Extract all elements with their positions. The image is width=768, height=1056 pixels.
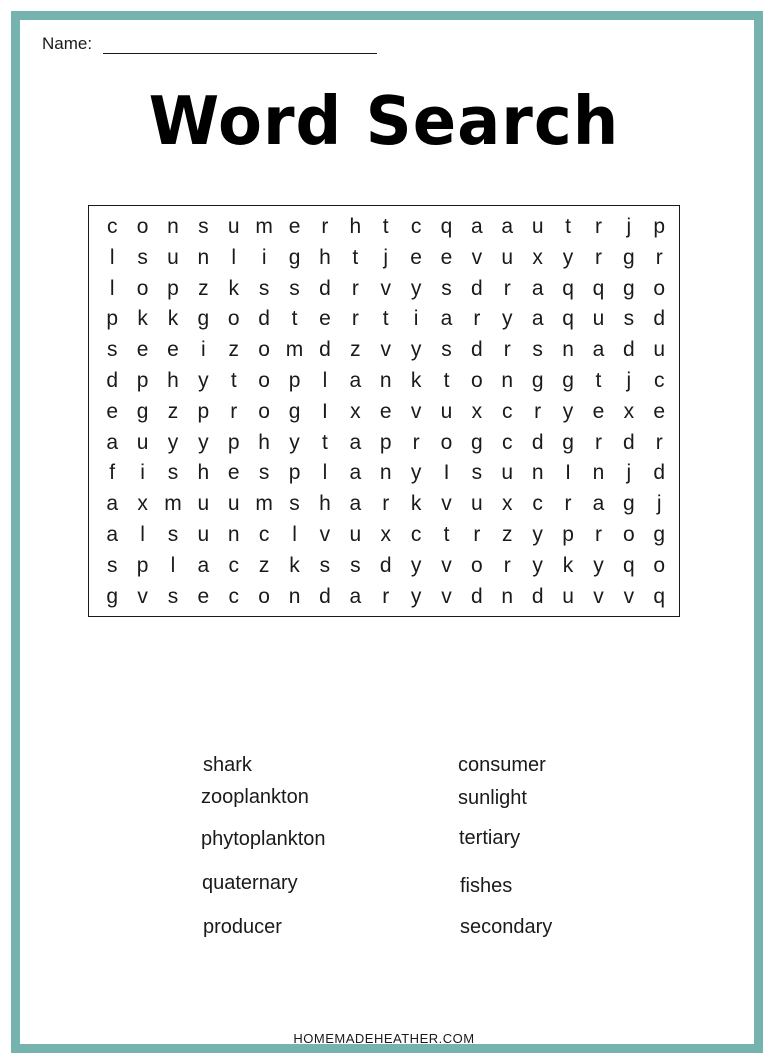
grid-letter: r <box>321 215 329 238</box>
grid-letter: k <box>289 553 300 577</box>
grid-letter: o <box>136 276 149 300</box>
grid-letter: c <box>502 399 513 423</box>
grid-letter: j <box>626 215 632 238</box>
grid-letter: i <box>140 461 145 485</box>
grid-letter: a <box>592 492 605 516</box>
grid-letter: e <box>379 399 392 423</box>
grid-letter: a <box>349 584 362 608</box>
grid-letter: s <box>198 215 209 238</box>
grid-letter: z <box>350 338 361 362</box>
grid-letter: a <box>501 215 514 238</box>
word-item: tertiary <box>459 827 521 849</box>
grid-letter: o <box>440 430 453 454</box>
grid-letter: d <box>258 307 270 331</box>
grid-letter: y <box>198 368 209 392</box>
grid-letter: z <box>228 338 239 362</box>
grid-letter: d <box>319 338 331 362</box>
grid-letter: z <box>258 553 270 577</box>
grid-letter: v <box>623 584 635 608</box>
word-item: producer <box>203 916 282 938</box>
name-input-line[interactable] <box>103 53 377 54</box>
grid-letter: t <box>352 245 359 269</box>
grid-letter: d <box>319 584 331 608</box>
grid-letter: s <box>137 245 148 269</box>
grid-letter: s <box>289 276 300 300</box>
grid-letter: t <box>595 368 602 392</box>
grid-letter: l <box>109 245 115 269</box>
grid-letter: g <box>622 276 635 300</box>
grid-letter: I <box>565 461 571 485</box>
grid-letter: k <box>410 492 422 516</box>
grid-letter: t <box>565 215 571 238</box>
grid-letter: t <box>291 307 298 331</box>
grid-letter: y <box>410 276 422 300</box>
grid-letter: u <box>592 307 605 331</box>
grid-letter: q <box>440 215 453 238</box>
grid-letter: v <box>137 584 148 608</box>
grid-letter: e <box>319 307 331 331</box>
grid-letter: o <box>471 553 483 577</box>
grid-letter: g <box>562 368 574 392</box>
grid-letter: d <box>471 584 483 608</box>
grid-letter: y <box>562 245 574 269</box>
grid-letter: d <box>653 461 666 485</box>
grid-letter: o <box>653 553 666 577</box>
grid-letter: v <box>319 522 331 546</box>
grid-letter: n <box>379 368 392 392</box>
grid-letter: o <box>653 276 666 300</box>
page-title: Word Search <box>148 83 620 161</box>
grid-letter: c <box>106 215 118 238</box>
grid-letter: q <box>653 584 666 608</box>
grid-letter: n <box>167 215 179 238</box>
grid-letter: d <box>653 307 666 331</box>
letter-grid <box>97 212 674 612</box>
grid-letter: c <box>653 368 665 392</box>
grid-letter: t <box>443 368 450 392</box>
grid-letter: e <box>288 215 301 238</box>
grid-letter: p <box>136 368 149 392</box>
grid-letter: o <box>622 522 635 546</box>
grid-letter: y <box>562 399 574 423</box>
grid-letter: o <box>258 584 270 608</box>
grid-letter: x <box>137 492 148 516</box>
grid-letter: z <box>167 399 179 423</box>
grid-letter: o <box>136 215 149 238</box>
grid-letter: i <box>261 245 267 269</box>
grid-letter: g <box>106 584 119 608</box>
grid-letter: e <box>410 245 422 269</box>
grid-letter: v <box>441 492 452 516</box>
grid-letter: x <box>350 399 361 423</box>
footer-site: HOMEMADEHEATHER.COM <box>293 1031 475 1046</box>
grid-letter: g <box>562 430 574 454</box>
grid-letter: n <box>592 461 605 485</box>
grid-letter: y <box>532 522 543 546</box>
grid-letter: v <box>593 584 604 608</box>
grid-letter: a <box>471 215 483 238</box>
grid-letter: I <box>322 399 328 423</box>
grid-letter: s <box>441 276 452 300</box>
grid-letter: g <box>471 430 483 454</box>
grid-letter: a <box>106 430 119 454</box>
grid-letter: h <box>167 368 179 392</box>
grid-letter: u <box>562 584 574 608</box>
grid-letter: o <box>227 307 240 331</box>
grid-letter: q <box>562 276 574 300</box>
grid-letter: u <box>501 461 514 485</box>
grid-letter: k <box>410 368 422 392</box>
grid-letter: p <box>227 430 240 454</box>
grid-letter: l <box>322 368 328 392</box>
grid-letter: a <box>531 307 544 331</box>
grid-letter: r <box>503 553 511 577</box>
grid-letter: l <box>322 461 328 485</box>
grid-letter: e <box>440 245 453 269</box>
grid-letter: I <box>443 461 450 485</box>
grid-letter: i <box>413 307 419 331</box>
grid-letter: t <box>322 430 328 454</box>
grid-letter: y <box>410 584 422 608</box>
grid-letter: y <box>410 461 422 485</box>
grid-letter: p <box>288 368 301 392</box>
grid-letter: h <box>197 461 210 485</box>
grid-letter: c <box>258 522 270 546</box>
grid-letter: d <box>531 584 544 608</box>
grid-letter: p <box>379 430 392 454</box>
grid-letter: q <box>562 307 574 331</box>
grid-letter: h <box>349 215 362 238</box>
grid-letter: s <box>167 584 179 608</box>
grid-letter: p <box>197 399 210 423</box>
grid-letter: u <box>136 430 149 454</box>
grid-letter: x <box>502 492 513 516</box>
grid-letter: h <box>319 492 331 516</box>
grid-letter: u <box>227 215 240 238</box>
grid-letter: d <box>622 430 635 454</box>
grid-letter: s <box>471 461 483 485</box>
grid-letter: s <box>167 522 179 546</box>
grid-letter: j <box>656 492 662 516</box>
grid-letter: y <box>198 430 209 454</box>
grid-letter: c <box>502 430 513 454</box>
grid-letter: a <box>440 307 453 331</box>
grid-letter: k <box>167 307 179 331</box>
grid-letter: r <box>503 338 511 362</box>
grid-letter: v <box>410 399 422 423</box>
grid-letter: u <box>167 245 179 269</box>
word-item: fishes <box>460 875 513 897</box>
grid-letter: p <box>167 276 179 300</box>
grid-letter: r <box>473 307 481 331</box>
grid-letter: u <box>197 522 210 546</box>
grid-letter: u <box>653 338 666 362</box>
grid-letter: n <box>562 338 574 362</box>
grid-letter: g <box>622 492 635 516</box>
grid-letter: s <box>289 492 300 516</box>
grid-letter: r <box>594 245 602 269</box>
grid-letter: y <box>502 307 513 331</box>
grid-letter: l <box>109 276 115 300</box>
grid-letter: r <box>230 399 238 423</box>
grid-letter: x <box>532 245 543 269</box>
grid-letter: e <box>106 399 119 423</box>
grid-letter: d <box>622 338 635 362</box>
grid-letter: g <box>197 307 210 331</box>
grid-letter: d <box>471 338 483 362</box>
grid-letter: m <box>255 215 273 238</box>
grid-letter: g <box>531 368 544 392</box>
grid-letter: d <box>106 368 119 392</box>
grid-letter: e <box>227 461 240 485</box>
grid-letter: r <box>594 430 602 454</box>
grid-letter: h <box>319 245 331 269</box>
grid-letter: h <box>258 430 270 454</box>
grid-letter: m <box>255 492 273 516</box>
grid-letter: j <box>626 461 632 485</box>
grid-letter: g <box>653 522 666 546</box>
grid-letter: n <box>227 522 240 546</box>
grid-letter: m <box>164 492 182 516</box>
grid-letter: n <box>379 461 392 485</box>
grid-letter: l <box>292 522 297 546</box>
grid-letter: c <box>228 584 239 608</box>
grid-letter: r <box>594 522 602 546</box>
grid-letter: s <box>106 553 118 577</box>
grid-letter: o <box>471 368 483 392</box>
grid-letter: n <box>288 584 301 608</box>
grid-letter: j <box>626 368 632 392</box>
grid-letter: y <box>593 553 604 577</box>
grid-letter: t <box>382 215 389 238</box>
word-item: phytoplankton <box>201 828 326 850</box>
grid-letter: d <box>379 553 392 577</box>
word-search-grid <box>88 205 680 617</box>
grid-letter: x <box>623 399 635 423</box>
grid-letter: t <box>443 522 450 546</box>
grid-letter: a <box>349 461 362 485</box>
grid-letter: l <box>170 553 176 577</box>
grid-letter: y <box>289 430 300 454</box>
grid-letter: z <box>198 276 209 300</box>
grid-letter: s <box>258 276 270 300</box>
grid-letter: g <box>622 245 635 269</box>
grid-letter: i <box>201 338 206 362</box>
grid-letter: y <box>410 553 422 577</box>
grid-letter: x <box>471 399 483 423</box>
grid-letter: a <box>106 522 119 546</box>
word-item: quaternary <box>202 872 298 894</box>
grid-letter: r <box>594 215 602 238</box>
grid-letter: k <box>562 553 574 577</box>
grid-letter: s <box>258 461 270 485</box>
grid-letter: q <box>592 276 605 300</box>
grid-letter: a <box>349 492 362 516</box>
grid-letter: r <box>351 307 359 331</box>
grid-letter: r <box>382 584 390 608</box>
grid-letter: s <box>167 461 179 485</box>
grid-letter: e <box>167 338 179 362</box>
grid-letter: k <box>137 307 148 331</box>
grid-letter: v <box>380 276 391 300</box>
word-item: zooplankton <box>201 786 309 808</box>
grid-letter: t <box>230 368 237 392</box>
grid-letter: s <box>441 338 452 362</box>
grid-letter: c <box>410 215 422 238</box>
grid-letter: u <box>227 492 240 516</box>
grid-letter: m <box>285 338 304 362</box>
grid-letter: u <box>197 492 210 516</box>
grid-letter: y <box>532 553 543 577</box>
grid-letter: e <box>197 584 210 608</box>
name-label: Name: <box>42 34 93 53</box>
grid-letter: o <box>258 399 270 423</box>
grid-letter: j <box>383 245 389 269</box>
grid-letter: l <box>231 245 237 269</box>
grid-letter: e <box>653 399 666 423</box>
grid-letter: p <box>136 553 149 577</box>
grid-letter: g <box>288 245 301 269</box>
grid-letter: u <box>440 399 453 423</box>
grid-letter: u <box>501 245 514 269</box>
grid-letter: a <box>106 492 119 516</box>
grid-letter: a <box>531 276 544 300</box>
grid-letter: c <box>532 492 543 516</box>
grid-letter: k <box>228 276 239 300</box>
grid-letter: r <box>382 492 390 516</box>
grid-letter: r <box>655 245 663 269</box>
grid-letter: r <box>473 522 481 546</box>
grid-letter: c <box>410 522 422 546</box>
grid-letter: o <box>258 368 270 392</box>
word-item: secondary <box>460 916 553 938</box>
grid-letter: v <box>471 245 483 269</box>
grid-letter: v <box>441 553 452 577</box>
grid-letter: n <box>197 245 210 269</box>
grid-letter: s <box>106 338 118 362</box>
word-item: consumer <box>458 754 546 776</box>
grid-letter: n <box>531 461 544 485</box>
grid-letter: s <box>350 553 361 577</box>
grid-letter: r <box>564 492 572 516</box>
grid-letter: v <box>380 338 391 362</box>
grid-letter: o <box>258 338 270 362</box>
grid-letter: g <box>288 399 301 423</box>
grid-letter: p <box>562 522 574 546</box>
grid-letter: n <box>501 368 514 392</box>
grid-letter: p <box>653 215 666 238</box>
grid-letter: d <box>531 430 544 454</box>
grid-letter: e <box>592 399 605 423</box>
word-item: sunlight <box>458 787 527 809</box>
grid-letter: u <box>531 215 544 238</box>
grid-letter: a <box>349 368 362 392</box>
grid-letter: e <box>136 338 149 362</box>
grid-letter: d <box>471 276 483 300</box>
grid-letter: g <box>136 399 149 423</box>
grid-letter: y <box>410 338 422 362</box>
grid-letter: c <box>228 553 239 577</box>
grid-letter: n <box>501 584 514 608</box>
grid-letter: q <box>622 553 635 577</box>
grid-letter: a <box>592 338 605 362</box>
grid-letter: r <box>503 276 511 300</box>
grid-letter: p <box>106 307 119 331</box>
grid-letter: s <box>532 338 543 362</box>
grid-letter: v <box>441 584 452 608</box>
grid-letter: f <box>109 461 116 485</box>
grid-letter: t <box>382 307 389 331</box>
grid-letter: r <box>655 430 663 454</box>
grid-letter: z <box>502 522 513 546</box>
grid-letter: s <box>319 553 331 577</box>
grid-letter: r <box>412 430 420 454</box>
grid-letter: s <box>623 307 635 331</box>
word-item: shark <box>203 754 252 776</box>
grid-letter: u <box>471 492 483 516</box>
grid-letter: d <box>319 276 331 300</box>
grid-letter: l <box>140 522 145 546</box>
grid-letter: r <box>534 399 542 423</box>
grid-letter: y <box>167 430 179 454</box>
grid-letter: u <box>349 522 362 546</box>
grid-letter: r <box>351 276 359 300</box>
grid-letter: x <box>380 522 391 546</box>
grid-letter: a <box>349 430 362 454</box>
grid-letter: p <box>288 461 301 485</box>
grid-letter: a <box>197 553 210 577</box>
